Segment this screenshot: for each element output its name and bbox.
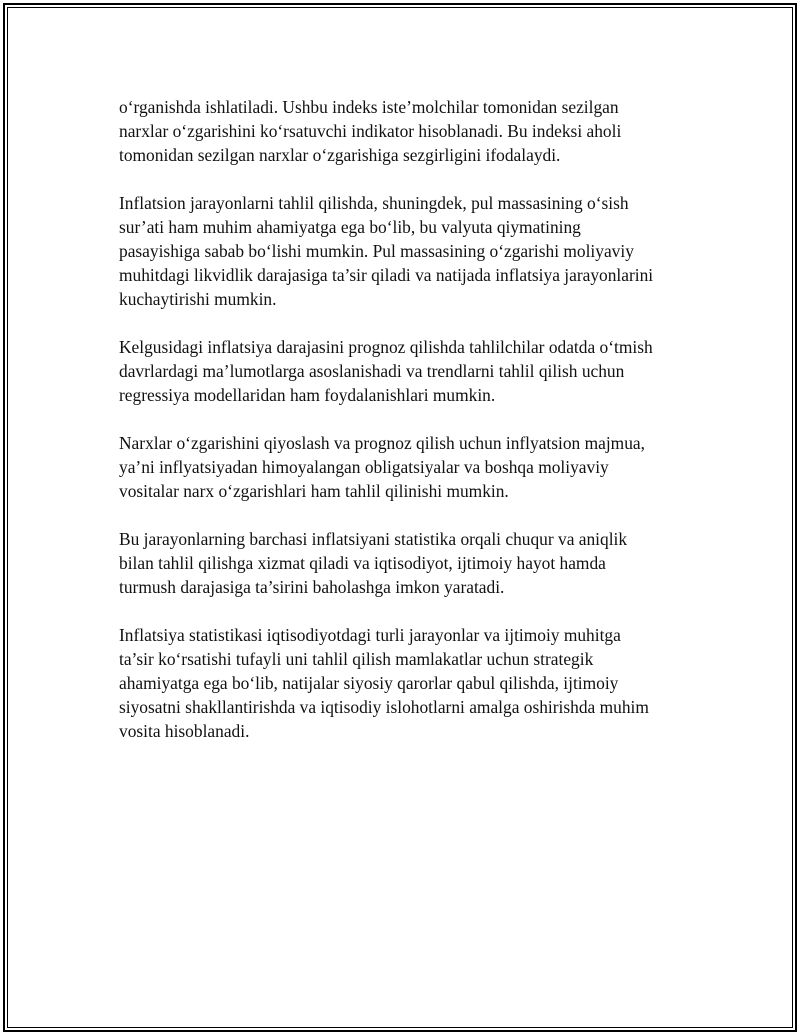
paragraph-statistical-analysis: Bu jarayonlarning barchasi inflatsiyani statistika orqali chuqur va aniqlik bilan tahlil qilishga xizmat qiladi va iqtisodiyot, ijtimoiy hayot hamda turmush darajasiga ta’sirini baholashga imkon yaratadi. — [119, 529, 628, 597]
paragraph-inflation-linked-instruments: Narxlar o‘zgarishini qiyoslash va prognoz qilish uchun inflyatsion majmua, ya’ni inflyatsiyadan himoyalangan obligatsiyalar va boshqa moliyaviy vositalar narx o‘zgarishlari ham tahlil qilinishi mumkin. — [119, 433, 645, 501]
paragraph-money-supply: Inflatsion jarayonlarni tahlil qilishda, shuningdek, pul massasining o‘sish sur’ati ham muhim ahamiyatga ega bo‘lib, bu valyuta qiymatining pasayishiga sabab bo‘lishi mumkin. Pul massasining o‘zgarishi moliyaviy muhitdagi likvidlik darajasiga ta’sir qiladi va natijada inflatsiya jarayonlarini kuchaytirishi mumkin. — [119, 193, 654, 309]
paragraph-inflation-forecast: Kelgusidagi inflatsiya darajasini prognoz qilishda tahlilchilar odatda o‘tmish davrlardagi ma’lumotlarga asoslanishadi va trendlarni tahlil qilish uchun regressiya modellaridan ham foydalanishlari mumkin. — [119, 337, 653, 405]
document-body — [119, 95, 709, 767]
page-border — [3, 3, 797, 1032]
paragraph-consumer-index: o‘rganishda ishlatiladi. Ushbu indeks iste’molchilar tomonidan sezilgan narxlar o‘zgarishini ko‘rsatuvchi indikator hisoblanadi. Bu indeksi aholi tomonidan sezilgan narxlar o‘zgarishiga sezgirligini ifodalaydi. — [119, 97, 622, 165]
paragraph-strategic-importance: Inflatsiya statistikasi iqtisodiyotdagi turli jarayonlar va ijtimoiy muhitga ta’sir ko‘rsatishi tufayli uni tahlil qilish mamlakatlar uchun strategik ahamiyatga ega bo‘lib, natijalar siyosiy qarorlar qabul qilishda, ijtimoiy siyosatni shakllantirishda va iqtisodiy islohotlarni amalga oshirishda muhim vosita hisoblanadi. — [119, 625, 649, 741]
